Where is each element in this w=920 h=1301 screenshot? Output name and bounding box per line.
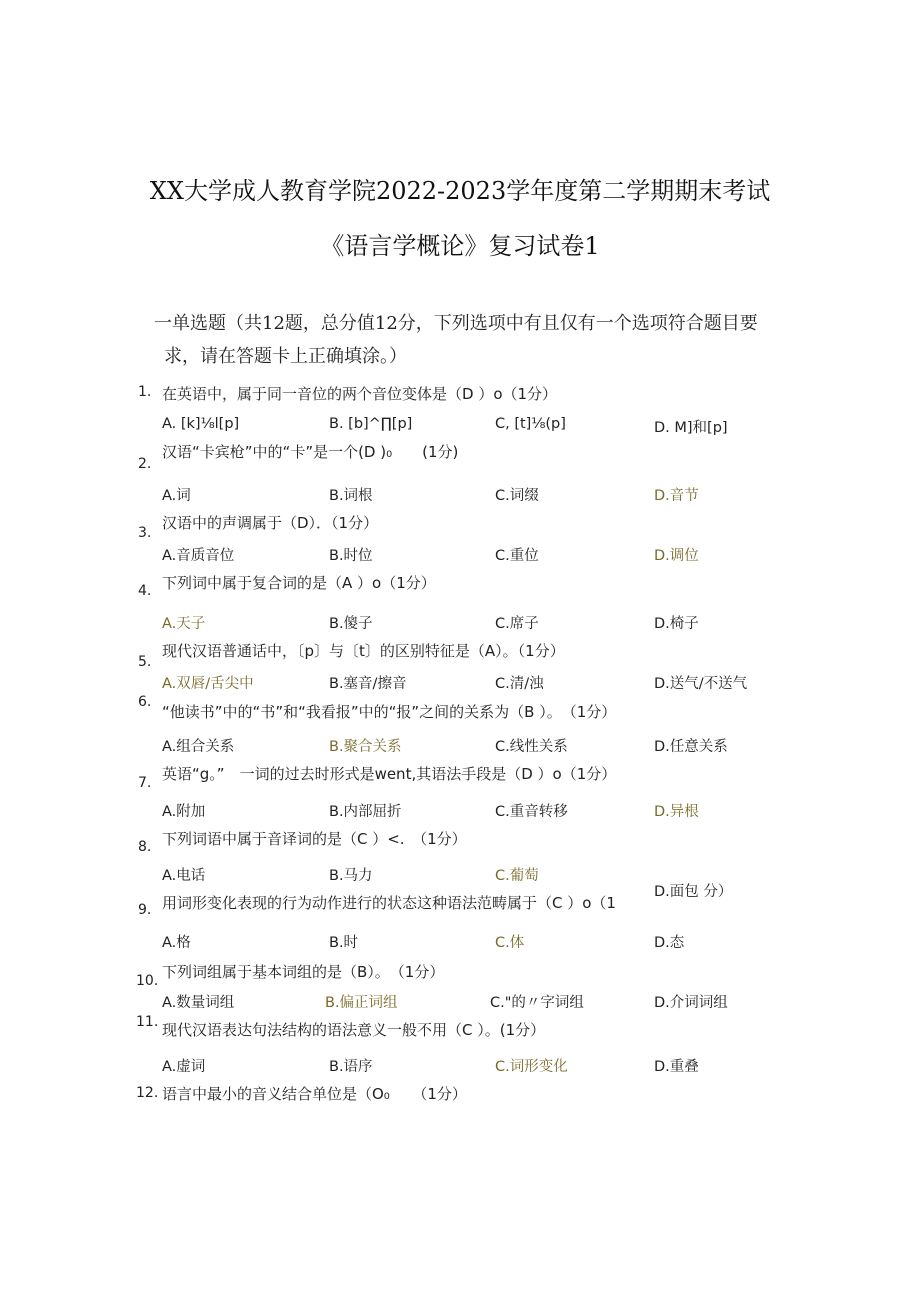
option-c: C.体 xyxy=(495,935,525,951)
option-d: D.介词词组 xyxy=(654,995,728,1011)
option-b: B.时位 xyxy=(329,548,373,564)
question-number: 11. xyxy=(136,1014,159,1030)
option-c: C.重位 xyxy=(495,548,539,564)
option-a: A. [k]⅛l[p] xyxy=(162,416,240,432)
option-d: D.送气/不送气 xyxy=(654,676,748,692)
option-d: D.面包 分） xyxy=(654,884,733,900)
option-a: A.电话 xyxy=(162,868,206,884)
option-d: D.任意关系 xyxy=(654,739,728,755)
option-d: D.调位 xyxy=(654,548,699,564)
question-text: 英语“g。” 一词的过去时形式是went,其语法手段是（D ）o（1分） xyxy=(162,765,617,783)
option-d: D.异根 xyxy=(654,804,699,820)
question-text: 现代汉语普通话中，〔p〕与〔t〕的区别特征是（A）。（1分） xyxy=(162,642,565,660)
option-a: A.附加 xyxy=(162,804,206,820)
section-heading-line1: 一单选题（共12题，总分值12分，下列选项中有且仅有一个选项符合题目要 xyxy=(154,313,758,334)
option-d: D.重叠 xyxy=(654,1059,699,1075)
option-c: C.葡萄 xyxy=(495,868,539,884)
question-text: 下列词语中属于音译词的是（C ）<. （1分） xyxy=(162,830,467,848)
question-text: 汉语中的声调属于（D）．（1分） xyxy=(162,514,379,532)
question-number: 10. xyxy=(136,973,159,989)
question-number: 2. xyxy=(138,456,152,472)
option-c: C.席子 xyxy=(495,616,539,632)
option-c: C.线性关系 xyxy=(495,739,568,755)
exam-title-line1: XX大学成人教育学院2022-2023学年度第二学期期末考试 xyxy=(149,177,771,205)
option-b: B.词根 xyxy=(329,488,373,504)
question-text: 下列词组属于基本词组的是（B）。 （1分） xyxy=(162,963,445,981)
option-d: D.椅子 xyxy=(654,616,699,632)
option-b: B.马力 xyxy=(329,868,373,884)
option-d: D. M]和[p] xyxy=(654,420,728,436)
option-b: B.傻子 xyxy=(329,616,373,632)
question-number: 9. xyxy=(138,902,152,918)
option-b: B. [b]^∏[p] xyxy=(329,416,413,432)
option-c: C."的〃字词组 xyxy=(490,995,584,1011)
question-text: “他读书”中的“书”和“我看报”中的“报”之间的关系为（B ）。 （1分） xyxy=(162,703,617,721)
option-d: D.态 xyxy=(654,935,685,951)
option-b: B.时 xyxy=(329,935,359,951)
option-b: B.塞音/擦音 xyxy=(329,676,407,692)
option-a: A.双唇/舌尖中 xyxy=(162,676,254,692)
option-c: C, [t]⅛(p] xyxy=(495,416,566,432)
option-b: B.内部屈折 xyxy=(329,804,402,820)
option-c: C.词缀 xyxy=(495,488,539,504)
question-text: 语言中最小的音义结合单位是（O₀ （1分） xyxy=(162,1085,467,1103)
option-a: A.音质音位 xyxy=(162,548,235,564)
exam-title-line2: 《语言学概论》复习试卷1 xyxy=(320,232,600,260)
section-heading-line2: 求，请在答题卡上正确填涂。） xyxy=(164,346,407,367)
option-a: A.词 xyxy=(162,488,191,504)
question-text: 现代汉语表达句法结构的语法意义一般不用（C ）。(1分） xyxy=(162,1021,546,1039)
option-c: C.清/浊 xyxy=(495,676,544,692)
option-a: A.天子 xyxy=(162,616,206,632)
question-number: 3. xyxy=(138,525,152,541)
option-c: C.词形变化 xyxy=(495,1059,568,1075)
question-number: 7. xyxy=(138,775,152,791)
question-number: 6. xyxy=(138,694,152,710)
option-a: A.虚词 xyxy=(162,1059,206,1075)
option-b: B.偏正词组 xyxy=(325,995,398,1011)
option-c: C.重音转移 xyxy=(495,804,568,820)
option-d: D.音节 xyxy=(654,488,699,504)
question-text: 在英语中，属于同一音位的两个音位变体是（D ）o（1分） xyxy=(162,385,558,403)
question-number: 5. xyxy=(138,654,152,670)
option-a: A.数量词组 xyxy=(162,995,235,1011)
option-b: B.语序 xyxy=(329,1059,373,1075)
option-a: A.组合关系 xyxy=(162,739,235,755)
question-number: 4. xyxy=(138,583,152,599)
question-number: 12. xyxy=(136,1085,159,1101)
question-text: 下列词中属于复合词的是（A ）o（1分） xyxy=(162,574,436,592)
question-text: 用词形变化表现的行为动作进行的状态这种语法范畴属于（C ）o（1 xyxy=(162,894,616,912)
question-number: 8. xyxy=(138,839,152,855)
option-a: A.格 xyxy=(162,935,191,951)
question-text: 汉语“卡宾枪”中的“卡”是一个(D )₀ (1分) xyxy=(162,443,459,461)
option-b: B.聚合关系 xyxy=(329,739,402,755)
question-number: 1. xyxy=(138,384,152,400)
